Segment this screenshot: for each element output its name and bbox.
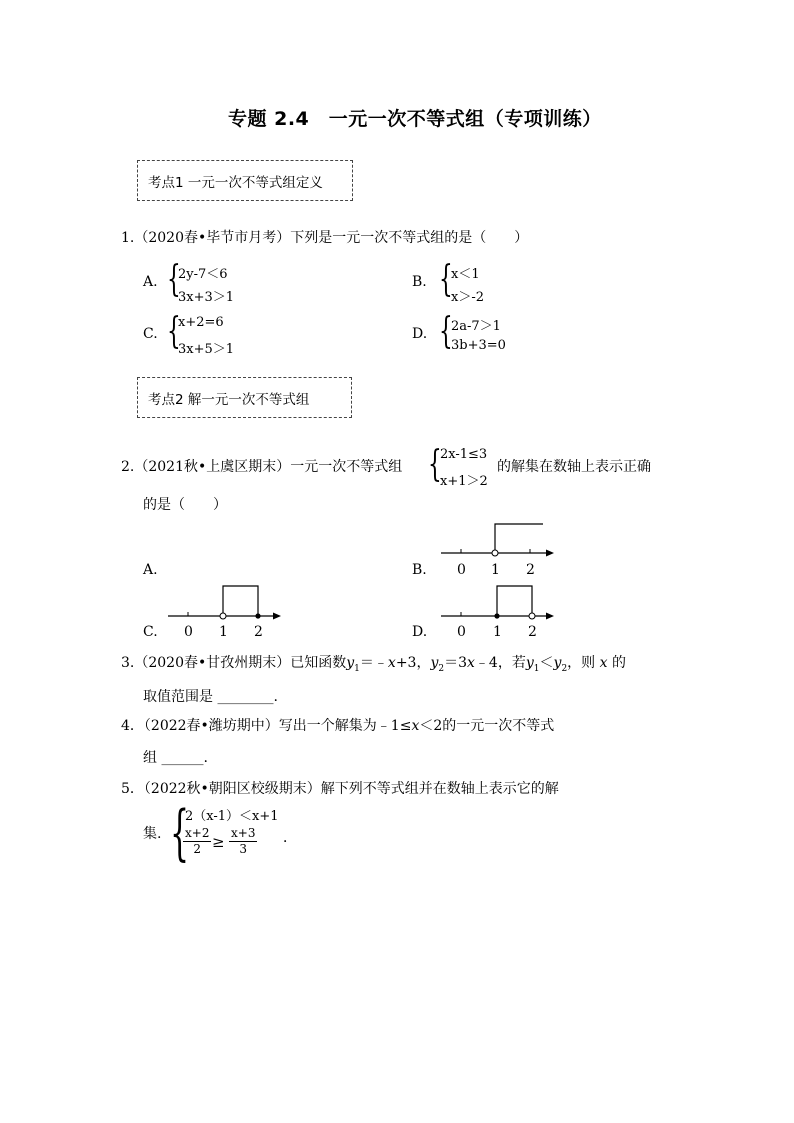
q2-b-tick-0: 0: [457, 562, 466, 578]
q2-b-tick-1: 1: [491, 562, 500, 578]
q1-option-c-letter: C.: [143, 326, 158, 342]
question-5-line1: 5．（2022秋•朝阳区校级期末）解下列不等式组并在数轴上表示它的解: [121, 781, 559, 797]
q2-b-tick-2: 2: [526, 562, 535, 578]
q2-sys-line2: x+1＞2: [440, 474, 488, 489]
q3-var-x1: x: [387, 655, 396, 671]
q3-sub-1: 1: [354, 663, 360, 674]
q3-text-a: 3.（2020春•甘孜州期末）已知函数: [121, 655, 347, 671]
q1-option-b-letter: B.: [412, 274, 427, 290]
brace-icon: {: [167, 311, 181, 352]
question-4-line1: [121, 715, 554, 735]
q3-text-d: ＝3: [444, 655, 468, 671]
q5-geq-sign: ≥: [212, 833, 225, 851]
section-label-1: 考点1 一元一次不等式组定义: [148, 174, 323, 191]
q1-option-b-line1: x＜1: [451, 267, 480, 282]
q3-sub-4: 2: [561, 663, 568, 674]
question-4-line2: 组 ______.: [143, 750, 208, 766]
question-3-line2: 取值范围是 ________.: [143, 689, 278, 705]
brace-icon: {: [170, 798, 190, 868]
q1-option-d-letter: D.: [412, 326, 428, 342]
q3-text-c: +3，: [395, 655, 431, 671]
q3-text-g: ，则: [567, 655, 596, 671]
q1-option-d-line2: 3b+3=0: [451, 338, 506, 353]
question-3-line1: [121, 652, 626, 674]
q2-d-tick-1: 1: [493, 624, 502, 640]
q2-d-tick-2: 2: [528, 624, 537, 640]
q3-sub-3: 1: [533, 663, 540, 674]
q3-var-y2: y: [430, 655, 439, 671]
q1-option-d-line1: 2a-7＞1: [451, 319, 501, 334]
q2-c-tick-2: 2: [254, 624, 263, 640]
q4-text-a: 4．（2022春•潍坊期中）写出一个解集为﹣1≤: [121, 718, 412, 734]
q5-fraction-2: [229, 826, 257, 857]
q2-option-d-letter: D.: [412, 624, 428, 640]
q5-sys-line1: 2（x-1）＜x+1: [185, 809, 279, 824]
q2-stem-before: 2.（2021秋•上虞区期末）一元一次不等式组: [121, 459, 403, 475]
brace-icon: {: [428, 444, 442, 485]
q5-fraction-1: [183, 826, 211, 857]
q1-option-c-line1: x+2=6: [178, 315, 224, 330]
q2-sys-line1: 2x-1≤3: [440, 447, 488, 462]
q2-d-tick-0: 0: [457, 624, 466, 640]
question-1-stem: 1.（2020春•毕节市月考）下列是一元一次不等式组的是（ ）: [121, 230, 529, 246]
q4-var-x: x: [411, 718, 420, 734]
q2-option-b-letter: B.: [412, 562, 427, 578]
q3-var-y4: y: [553, 655, 562, 671]
q1-option-a-letter: A.: [143, 274, 158, 290]
q2-c-tick-1: 1: [219, 624, 228, 640]
question-5-line2: 集.: [143, 826, 162, 842]
q1-option-a-line2: 3x+3＞1: [178, 290, 235, 305]
q3-var-y3: y: [525, 655, 534, 671]
q3-text-e: ﹣4，若: [474, 655, 526, 671]
brace-icon: {: [439, 259, 453, 300]
q5-frac1-den: 2: [193, 842, 202, 856]
q5-period: ．: [283, 830, 297, 846]
q2-c-tick-0: 0: [184, 624, 193, 640]
q3-text-h: 的: [611, 655, 626, 671]
q1-option-c-line2: 3x+5＞1: [178, 342, 235, 357]
q3-text-f: ＜: [539, 655, 554, 671]
brace-icon: {: [439, 311, 453, 352]
q2-option-c-letter: C.: [143, 624, 158, 640]
q1-option-b-line2: x＞-2: [451, 290, 484, 305]
q5-frac2-den: 3: [239, 842, 248, 856]
q1-option-a-line1: 2y-7＜6: [178, 267, 228, 282]
q2-stem-line2: 的是（ ）: [143, 497, 227, 513]
q3-text-b: ＝﹣: [359, 655, 388, 671]
section-label-2: 考点2 解一元一次不等式组: [148, 391, 310, 408]
q2-stem-after: 的解集在数轴上表示正确: [497, 459, 651, 475]
q3-var-x3: x: [599, 655, 608, 671]
q5-frac1-num: x+2: [185, 826, 210, 840]
q3-var-y1: y: [346, 655, 355, 671]
page-title: 专题 2.4 一元一次不等式组（专项训练）: [228, 108, 602, 130]
q4-text-b: ＜2的一元一次不等式: [419, 718, 555, 734]
q3-sub-2: 2: [438, 663, 445, 674]
q5-frac2-num: x+3: [231, 826, 256, 840]
q2-option-a-letter: A.: [143, 562, 158, 578]
q3-var-x2: x: [467, 655, 475, 671]
brace-icon: {: [167, 259, 181, 300]
